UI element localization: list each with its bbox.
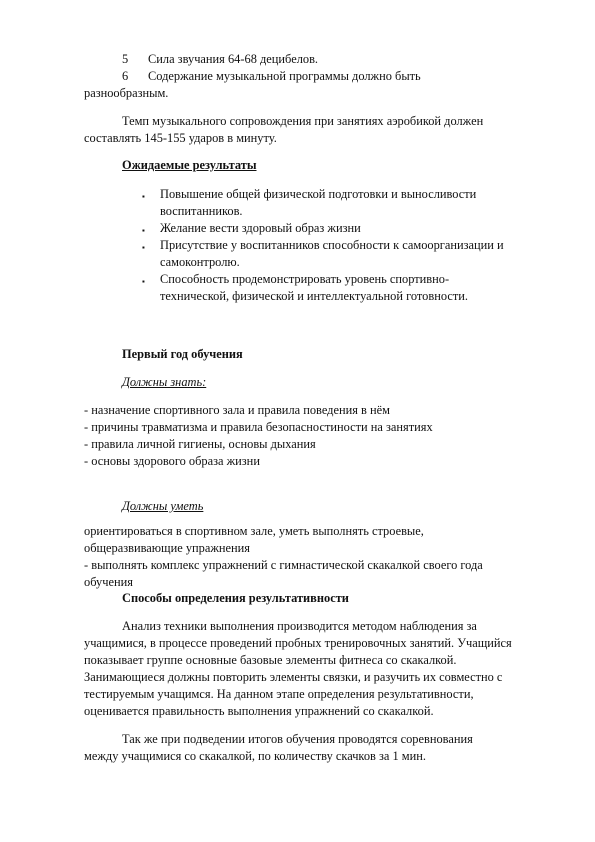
list-item: - выполнять комплекс упражнений с гимнастической скакалкой своего года [84, 558, 483, 572]
item-number: 6 [122, 69, 129, 83]
item-number: 5 [122, 52, 129, 66]
list-item-continuation: самоконтролю. [160, 255, 240, 269]
list-item: обучения [84, 575, 133, 589]
paragraph-line: Так же при подведении итогов обучения проводятся соревнования [122, 732, 473, 746]
paragraph-line: Анализ техники выполнения производится методом наблюдения за [122, 619, 477, 633]
list-item: общеразвивающие упражнения [84, 541, 250, 555]
methods-heading: Способы определения результативности [122, 591, 349, 605]
paragraph-line: Занимающиеся должны повторить элементы связки, и разучить их совместно с [84, 670, 503, 684]
bullet-icon: ▪ [142, 226, 145, 235]
list-item: - правила личной гигиены, основы дыхания [84, 437, 316, 451]
year-heading: Первый год обучения [122, 347, 243, 361]
paragraph-line: составлять 145-155 ударов в минуту. [84, 131, 277, 145]
list-item-continuation: технической, физической и интеллектуальной готовности. [160, 289, 468, 303]
list-item: ориентироваться в спортивном зале, уметь выполнять строевые, [84, 524, 424, 538]
bullet-icon: ▪ [142, 277, 145, 286]
can-heading: Должны уметь [122, 499, 204, 513]
paragraph-line: учащимися, в процессе проведений пробных тренировочных занятий. Учащийся [84, 636, 512, 650]
paragraph-line: Темп музыкального сопровождения при занятиях аэробикой должен [122, 114, 484, 128]
list-item: Повышение общей физической подготовки и выносливости [160, 187, 477, 201]
list-item: Присутствие у воспитанников способности к самоорганизации и [160, 238, 504, 252]
bullet-icon: ▪ [142, 192, 145, 201]
list-item: - причины травматизма и правила безопасностиности на занятиях [84, 420, 433, 434]
paragraph-line: между учащимися со скакалкой, по количеству скачков за 1 мин. [84, 749, 426, 763]
paragraph-line: оценивается правильность выполнения упражнений со скакалкой. [84, 704, 434, 718]
list-item: Желание вести здоровый образ жизни [160, 221, 361, 235]
bullet-icon: ▪ [142, 243, 145, 252]
item-text: Содержание музыкальной программы должно быть [148, 69, 421, 83]
list-item: Способность продемонстрировать уровень спортивно- [160, 272, 450, 286]
list-item: - основы здорового образа жизни [84, 454, 260, 468]
item-text: Сила звучания 64-68 децибелов. [148, 52, 319, 66]
paragraph-line: тестируемым учащимся. На данном этапе определения результативности, [84, 687, 474, 701]
item-text-continuation: разнообразным. [84, 86, 169, 100]
paragraph-line: показывает группе основные базовые элементы фитнеса со скакалкой. [84, 653, 457, 667]
list-item: - назначение спортивного зала и правила поведения в нём [84, 403, 390, 417]
list-item-continuation: воспитанников. [160, 204, 243, 218]
results-heading: Ожидаемые результаты [122, 158, 257, 172]
know-heading: Должны знать: [122, 375, 207, 389]
